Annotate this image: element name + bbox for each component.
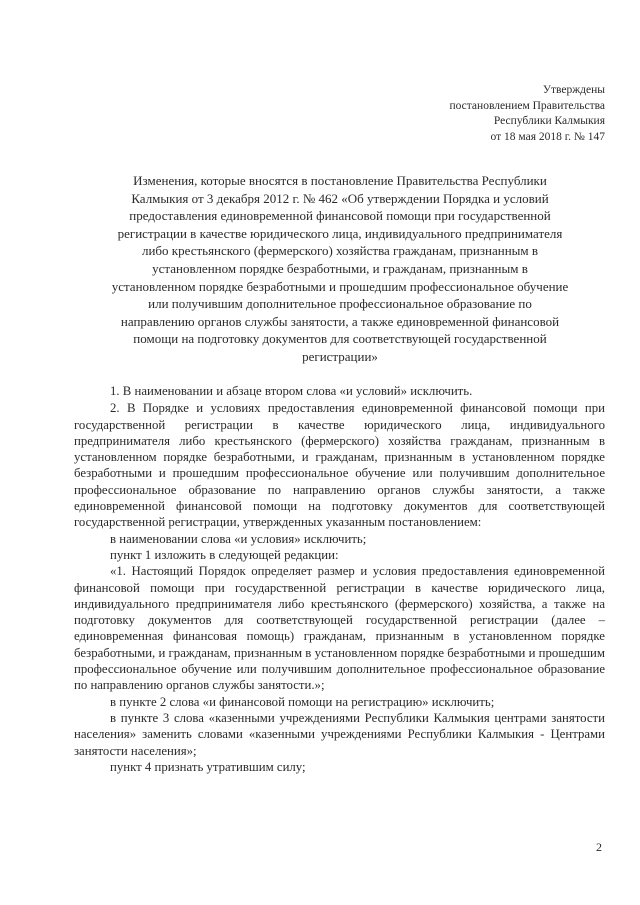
paragraph-2: 2. В Порядке и условиях предоставления единовременной финансовой помощи при государственной регистрации в качестве юридического лица, индивидуального предпринимателя либо крестьянского (фермерского) хозяйства гражданам, признанным в установленном порядке безработными, и гражданам, признанным в установленном порядке безработными и прошедшим профессиональное обучение или получившим дополнительное профессиональное образование по направлению органов службы занятости, а также единовременной финансовой помощи на подготовку документов для соответствующей государственной регистрации, утвержденных указанным постановлением: [74,401,605,530]
title-line: Изменения, которые вносятся в постановление Правительства Республики [133,173,547,188]
page-number: 2 [596,840,602,854]
paragraph-3: в наименовании слова «и условия» исключить; [110,531,367,546]
paragraph-6: в пункте 2 слова «и финансовой помощи на регистрацию» исключить; [110,694,495,709]
document-title [80,172,600,366]
title-line: Калмыкия от 3 декабря 2012 г. № 462 «Об утверждении Порядка и условий [131,190,549,206]
title-line: установленном порядке безработными, и гражданам, признанным в [152,260,528,276]
title-line: либо крестьянского (фермерского) хозяйства гражданам, признанным в [141,243,539,259]
approval-stamp [305,83,605,145]
paragraph-5: «1. Настоящий Порядок определяет размер и условия предоставления единовременной финансовой помощи при государственной регистрации в качестве юридического лица, индивидуального предпринимателя либо крестьянского (фермерского) хозяйства, а также на подготовку документов для соответствующей государственной регистрации (далее – единовременная финансовая помощь) гражданам, признанным в установленном порядке безработными, и гражданам, признанным в установленном порядке безработными и прошедшим профессиональное обучение или получившим дополнительное профессиональное образование по направлению органов службы занятости.»; [74,564,605,693]
approval-line: Утверждены [542,84,605,96]
title-line: установленном порядке безработными и прошедшим профессиональное обучение [111,278,569,294]
paragraph-8: пункт 4 признать утратившим силу; [110,759,306,774]
title-line: направлению органов службы занятости, а также единовременной финансовой [120,313,560,329]
approval-line: Республики Калмыкия [493,115,605,127]
title-line: помощи на подготовку документов для соответствующей государственной [133,331,547,347]
paragraph-1: 1. В наименовании и абзаце втором слова «и условий» исключить. [110,384,473,398]
paragraph-7: в пункте 3 слова «казенными учреждениями Республики Калмыкия центрами занятости населения» заменить словами «казенными учреждениями Республики Калмыкия - Центрами занятости населения»; [74,710,605,758]
approval-line: от 18 мая 2018 г. № 147 [490,130,605,143]
document-body [74,383,605,775]
paragraph-4: пункт 1 изложить в следующей редакции: [110,547,339,562]
title-line: регистрации» [302,348,378,364]
title-line: регистрации в качестве юридического лица, индивидуального предпринимателя [117,225,563,241]
approval-line: постановлением Правительства [449,99,605,112]
title-line: предоставления единовременной финансовой помощи при государственной [129,208,551,224]
title-line: или получившим дополнительное профессиональное образование по [148,296,532,312]
